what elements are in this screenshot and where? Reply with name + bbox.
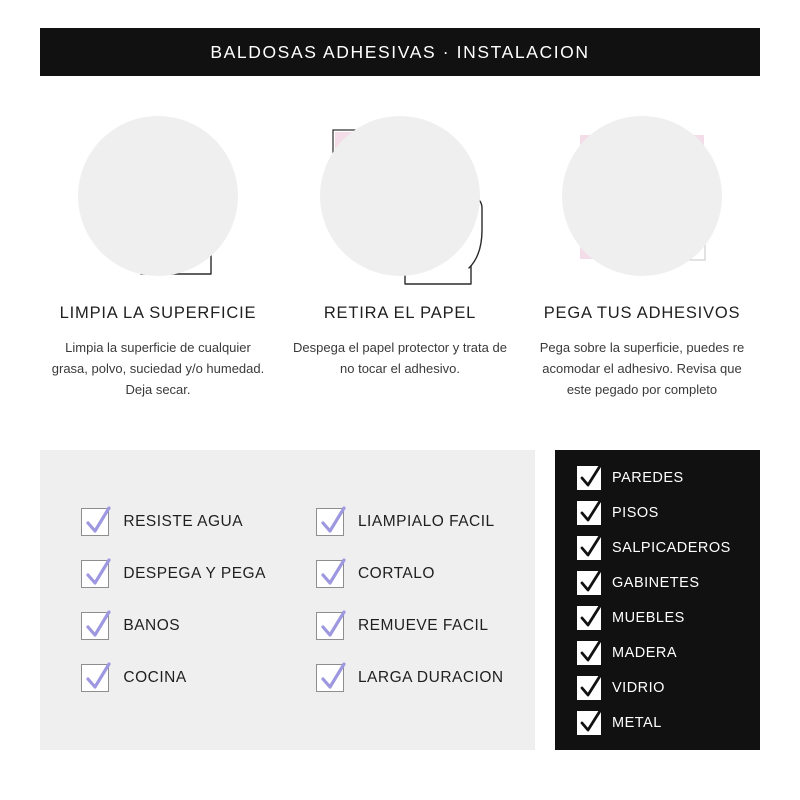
feature-label: DESPEGA Y PEGA	[123, 565, 266, 582]
surface-label: SALPICADEROS	[612, 539, 731, 556]
surface-label: GABINETES	[612, 574, 700, 591]
step-1-description: Limpia la superficie de cualquier grasa, polvo, suciedad y/o humedad. Deja secar.	[51, 340, 265, 398]
surface-label: PISOS	[612, 504, 659, 521]
step-clean-surface	[40, 108, 276, 400]
feature-label: COCINA	[123, 669, 187, 686]
feature-item	[81, 664, 266, 692]
feature-item	[316, 560, 504, 588]
checkbox-checked-icon	[81, 612, 109, 640]
checkbox-checked-icon	[81, 508, 109, 536]
surface-item	[577, 676, 731, 700]
feature-item	[81, 612, 266, 640]
bottom-panels	[40, 450, 760, 750]
feature-item	[81, 560, 266, 588]
checkbox-checked-icon	[577, 676, 601, 700]
checkbox-checked-icon	[577, 571, 601, 595]
checkbox-checked-icon	[577, 606, 601, 630]
step-2-title: RETIRA EL PAPEL	[323, 304, 477, 322]
features-panel	[40, 450, 535, 750]
surface-item	[577, 641, 731, 665]
step-1-illustration	[63, 108, 253, 288]
surface-item	[577, 606, 731, 630]
page-title: BALDOSAS ADHESIVAS · INSTALACION	[210, 41, 590, 62]
feature-label: LIAMPIALO FACIL	[357, 513, 495, 530]
step-1-title: LIMPIA LA SUPERFICIE	[59, 304, 257, 322]
steps-section	[40, 108, 760, 400]
surface-item	[577, 466, 731, 490]
surface-item	[577, 711, 731, 735]
surfaces-panel	[555, 450, 760, 750]
illustration-backdrop-circle	[78, 116, 238, 276]
step-3-illustration	[547, 108, 737, 288]
surface-item	[577, 501, 731, 525]
checkbox-checked-icon	[316, 560, 344, 588]
surface-label: MADERA	[612, 644, 678, 661]
checkbox-checked-icon	[577, 711, 601, 735]
feature-item	[316, 664, 504, 692]
features-column-left	[81, 508, 266, 692]
surface-item	[577, 571, 731, 595]
feature-item	[81, 508, 266, 536]
surface-item	[577, 536, 731, 560]
checkbox-checked-icon	[577, 466, 601, 490]
feature-label: LARGA DURACION	[357, 669, 504, 686]
feature-item	[316, 508, 504, 536]
illustration-backdrop-circle	[320, 116, 480, 276]
checkbox-checked-icon	[81, 560, 109, 588]
checkbox-checked-icon	[316, 664, 344, 692]
checkbox-checked-icon	[316, 508, 344, 536]
checkbox-checked-icon	[81, 664, 109, 692]
surface-label: VIDRIO	[612, 679, 665, 696]
surface-label: MUEBLES	[612, 609, 685, 626]
features-column-right	[316, 508, 504, 692]
step-peel-paper	[282, 108, 518, 400]
surface-label: METAL	[612, 714, 662, 731]
feature-label: BANOS	[123, 617, 181, 634]
illustration-backdrop-circle	[562, 116, 722, 276]
feature-label: RESISTE AGUA	[123, 513, 244, 530]
feature-label: REMUEVE FACIL	[357, 617, 489, 634]
header-banner	[40, 28, 760, 76]
checkbox-checked-icon	[577, 501, 601, 525]
step-apply-stickers	[524, 108, 760, 400]
step-3-title: PEGA TUS ADHESIVOS	[543, 304, 741, 322]
step-2-illustration	[305, 108, 495, 288]
checkbox-checked-icon	[577, 641, 601, 665]
feature-label: CORTALO	[357, 565, 435, 582]
step-2-description: Despega el papel protector y trata de no tocar el adhesivo.	[293, 340, 507, 377]
checkbox-checked-icon	[316, 612, 344, 640]
checkbox-checked-icon	[577, 536, 601, 560]
step-3-description: Pega sobre la superficie, puedes re acomodar el adhesivo. Revisa que este pegado por completo	[539, 340, 745, 398]
surface-label: PAREDES	[612, 469, 684, 486]
feature-item	[316, 612, 504, 640]
